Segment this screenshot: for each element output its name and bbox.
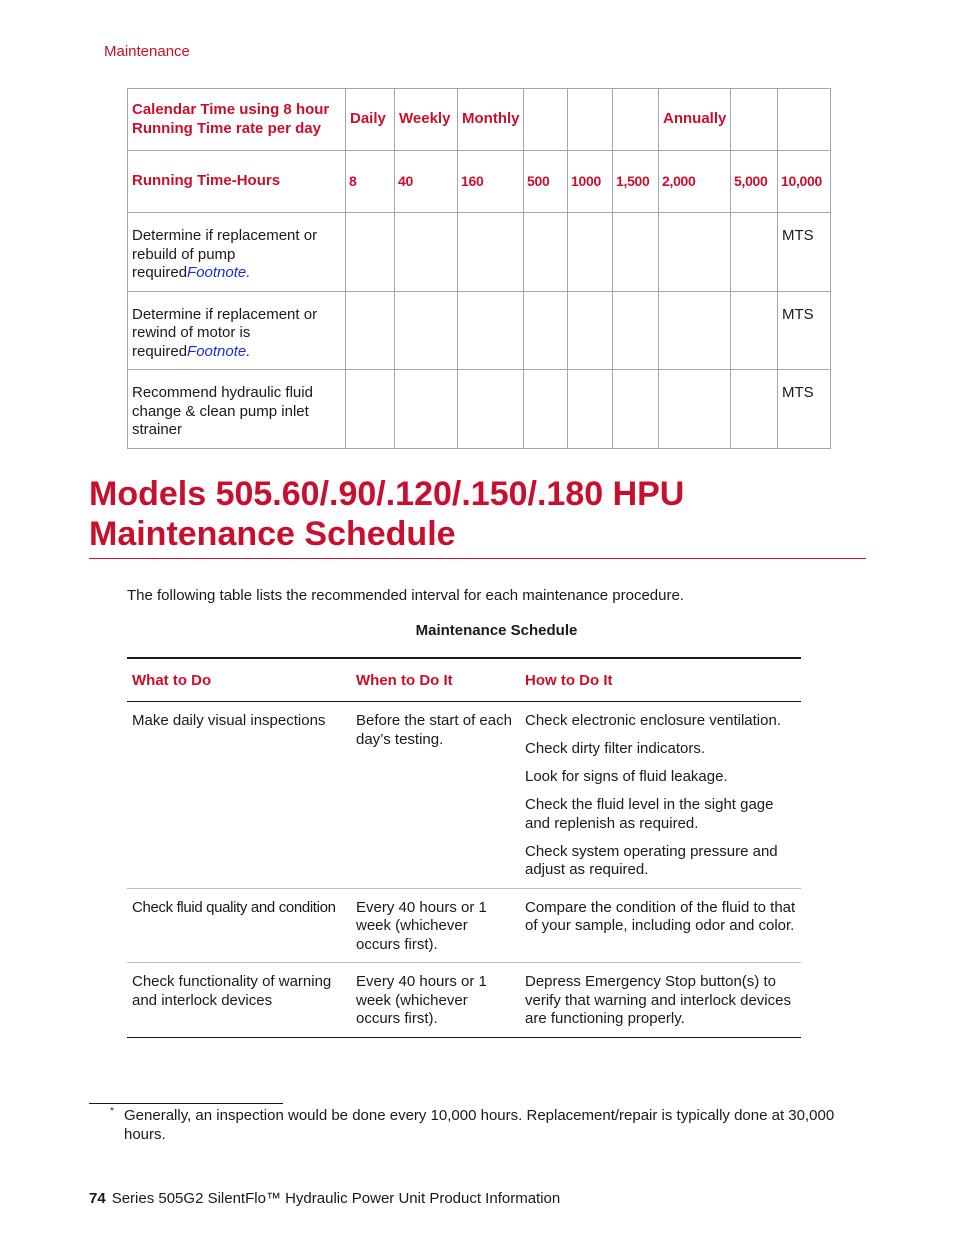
task-cell (128, 370, 346, 449)
footnote-link[interactable]: Footnote. (187, 264, 251, 281)
task-cell (128, 213, 346, 292)
when-cell: Before the start of each day’s testing. (351, 702, 520, 889)
interval-table (127, 88, 831, 449)
hours-cell: 1000 (568, 151, 613, 213)
maintenance-schedule-table (127, 657, 801, 1038)
table-caption: Maintenance Schedule (415, 622, 578, 639)
schedule-header-row (127, 658, 801, 702)
hours-cell: 500 (524, 151, 568, 213)
running-head: Maintenance (104, 43, 190, 60)
header-cell (568, 89, 613, 151)
table-row (128, 370, 831, 449)
header-cell (613, 89, 659, 151)
section-title: Models 505.60/.90/.120/.150/.180 HPU Maintenance Schedule (89, 474, 866, 559)
table-row (128, 291, 831, 370)
hours-cell: 2,000 (659, 151, 731, 213)
header-row-running (128, 151, 831, 213)
how-cell (520, 888, 801, 963)
how-step: Check dirty filter indicators. (525, 740, 706, 757)
hours-cell: 8 (346, 151, 395, 213)
task-text: Determine if replacement or rebuild of pump required (132, 227, 318, 281)
header-cell (778, 89, 831, 151)
hours-cell: 10,000 (778, 151, 831, 213)
mts-mark: MTS (778, 291, 831, 370)
footnote-text: Generally, an inspection would be done every 10,000 hours. Replacement/repair is typically done at 30,000 hours. (124, 1107, 835, 1143)
how-step: Check system operating pressure and adjust as required. (525, 842, 778, 878)
when-cell: Every 40 hours or 1 week (whichever occurs first). (351, 963, 520, 1038)
how-step: Check the fluid level in the sight gage and replenish as required. (525, 796, 774, 832)
header-row-calendar (128, 89, 831, 151)
header-cell: Daily (346, 89, 395, 151)
table-row (127, 888, 801, 963)
how-step: Check electronic enclosure ventilation. (525, 712, 781, 729)
what-cell: Check functionality of warning and interlock devices (127, 963, 351, 1038)
header-cell (731, 89, 778, 151)
how-cell (520, 963, 801, 1038)
footnote-divider (89, 1103, 283, 1104)
how-step: Depress Emergency Stop button(s) to verify that warning and interlock devices are functioning properly. (525, 973, 791, 1027)
footnote (110, 1107, 870, 1144)
hours-cell: 40 (395, 151, 458, 213)
footer-title: Series 505G2 SilentFlo™ Hydraulic Power Unit Product Information (111, 1190, 561, 1207)
header-cell: Weekly (395, 89, 458, 151)
header-label: Running Time-Hours (128, 151, 346, 213)
mts-mark: MTS (778, 370, 831, 449)
mts-mark: MTS (778, 213, 831, 292)
task-text: Recommend hydraulic fluid change & clean pump inlet strainer (132, 384, 313, 438)
when-cell: Every 40 hours or 1 week (whichever occurs first). (351, 888, 520, 963)
footnote-link[interactable]: Footnote. (187, 342, 251, 360)
table-row (128, 213, 831, 292)
how-step: Compare the condition of the fluid to that of your sample, including odor and color. (525, 898, 796, 934)
footnote-marker: * (110, 1106, 114, 1117)
header-what: What to Do (127, 658, 351, 702)
header-how: How to Do It (520, 658, 801, 702)
hours-cell: 160 (458, 151, 524, 213)
header-label: Calendar Time using 8 hour Running Time rate per day (128, 89, 346, 151)
header-cell (524, 89, 568, 151)
intro-text: The following table lists the recommended interval for each maintenance procedure. (127, 587, 684, 604)
table-row (127, 702, 801, 889)
task-text: Determine if replacement or rewind of motor is required (132, 305, 318, 360)
header-when: When to Do It (351, 658, 520, 702)
header-cell: Monthly (458, 89, 524, 151)
task-cell (128, 291, 346, 370)
how-step: Look for signs of fluid leakage. (525, 768, 728, 785)
table-row (127, 963, 801, 1038)
hours-cell: 1,500 (613, 151, 659, 213)
what-cell: Check fluid quality and condition (127, 888, 351, 963)
hours-cell: 5,000 (731, 151, 778, 213)
page-number: 74 (89, 1190, 106, 1207)
what-cell: Make daily visual inspections (127, 702, 351, 889)
how-cell (520, 702, 801, 889)
page-footer (89, 1190, 560, 1207)
header-cell: Annually (659, 89, 731, 151)
